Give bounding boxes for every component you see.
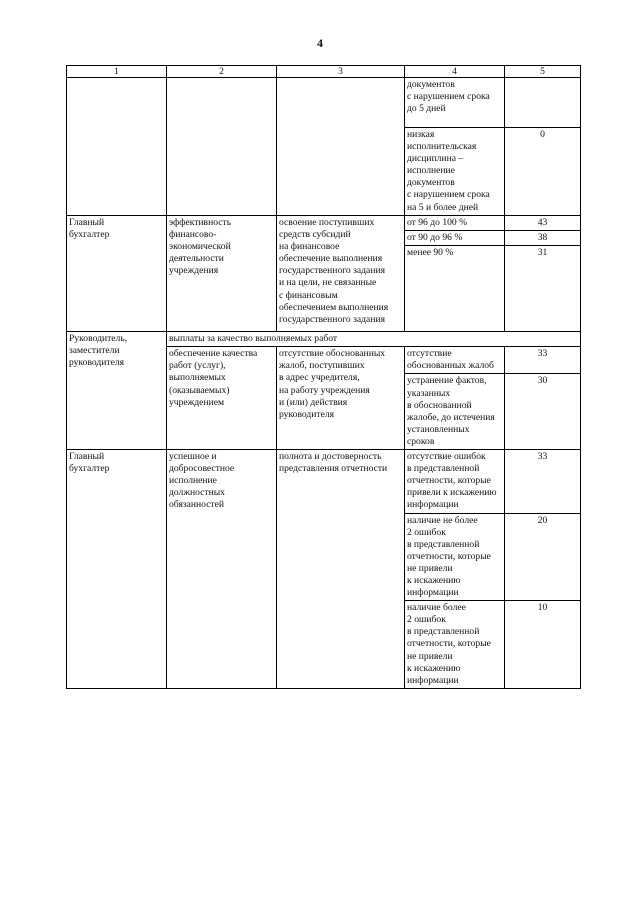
condition-cell: менее 90 % bbox=[405, 246, 505, 332]
indicator-cell: полнота и достоверность представления отчетности bbox=[277, 450, 405, 689]
score-cell: 30 bbox=[505, 374, 581, 450]
score-cell: 31 bbox=[505, 246, 581, 332]
position-cell: Руководитель, заместители руководителя bbox=[67, 332, 167, 450]
position-cell: Главный бухгалтер bbox=[67, 216, 167, 332]
indicator-cell: освоение поступивших средств субсидий на финансовое обеспечение выполнения государственного задания и на цели, не связанные с финансовым обеспечением выполнения государственного задания bbox=[277, 216, 405, 332]
score-cell: 33 bbox=[505, 450, 581, 513]
condition-cell: от 96 до 100 % bbox=[405, 216, 505, 231]
criteria-table bbox=[66, 65, 581, 689]
indicator-cell: отсутствие обоснованных жалоб, поступивших в адрес учредителя, на работу учреждения и (или) действия руководителя bbox=[277, 347, 405, 450]
criterion-cell bbox=[167, 78, 277, 216]
condition-cell: от 90 до 96 % bbox=[405, 231, 505, 246]
table-row bbox=[67, 450, 581, 513]
position-cell bbox=[67, 78, 167, 216]
criterion-cell: обеспечение качества работ (услуг), выполняемых (оказываемых) учреждением bbox=[167, 347, 277, 450]
score-cell: 43 bbox=[505, 216, 581, 231]
condition-cell: устранение фактов, указанных в обоснованной жалобе, до истечения установленных сроков bbox=[405, 374, 505, 450]
indicator-cell bbox=[277, 78, 405, 216]
condition-cell: наличие не более 2 ошибок в представленной отчетности, которые не привели к искажению информации bbox=[405, 513, 505, 601]
column-header: 3 bbox=[277, 66, 405, 78]
column-header: 5 bbox=[505, 66, 581, 78]
table-row bbox=[67, 332, 581, 347]
score-cell: 33 bbox=[505, 347, 581, 374]
column-header: 4 bbox=[405, 66, 505, 78]
criterion-cell: эффективность финансово- экономической деятельности учреждения bbox=[167, 216, 277, 332]
column-header: 1 bbox=[67, 66, 167, 78]
page-number: 4 bbox=[317, 36, 323, 50]
table-row bbox=[67, 78, 581, 128]
condition-cell: низкая исполнительская дисциплина – исполнение документов с нарушением срока на 5 и более дней bbox=[405, 128, 505, 216]
condition-cell: наличие более 2 ошибок в представленной отчетности, которые не привели к искажению информации bbox=[405, 601, 505, 689]
condition-cell: документов с нарушением срока до 5 дней bbox=[405, 78, 505, 128]
condition-cell: отсутствие обоснованных жалоб bbox=[405, 347, 505, 374]
table-header-row bbox=[67, 66, 581, 78]
score-cell: 20 bbox=[505, 513, 581, 601]
score-cell: 10 bbox=[505, 601, 581, 689]
condition-cell: отсутствие ошибок в представленной отчетности, которые привели к искажению информации bbox=[405, 450, 505, 513]
criterion-cell: успешное и добросовестное исполнение должностных обязанностей bbox=[167, 450, 277, 689]
column-header: 2 bbox=[167, 66, 277, 78]
score-cell bbox=[505, 78, 581, 128]
section-heading-cell: выплаты за качество выполняемых работ bbox=[167, 332, 581, 347]
score-cell: 0 bbox=[505, 128, 581, 216]
score-cell: 38 bbox=[505, 231, 581, 246]
table-row bbox=[67, 216, 581, 231]
position-cell: Главный бухгалтер bbox=[67, 450, 167, 689]
